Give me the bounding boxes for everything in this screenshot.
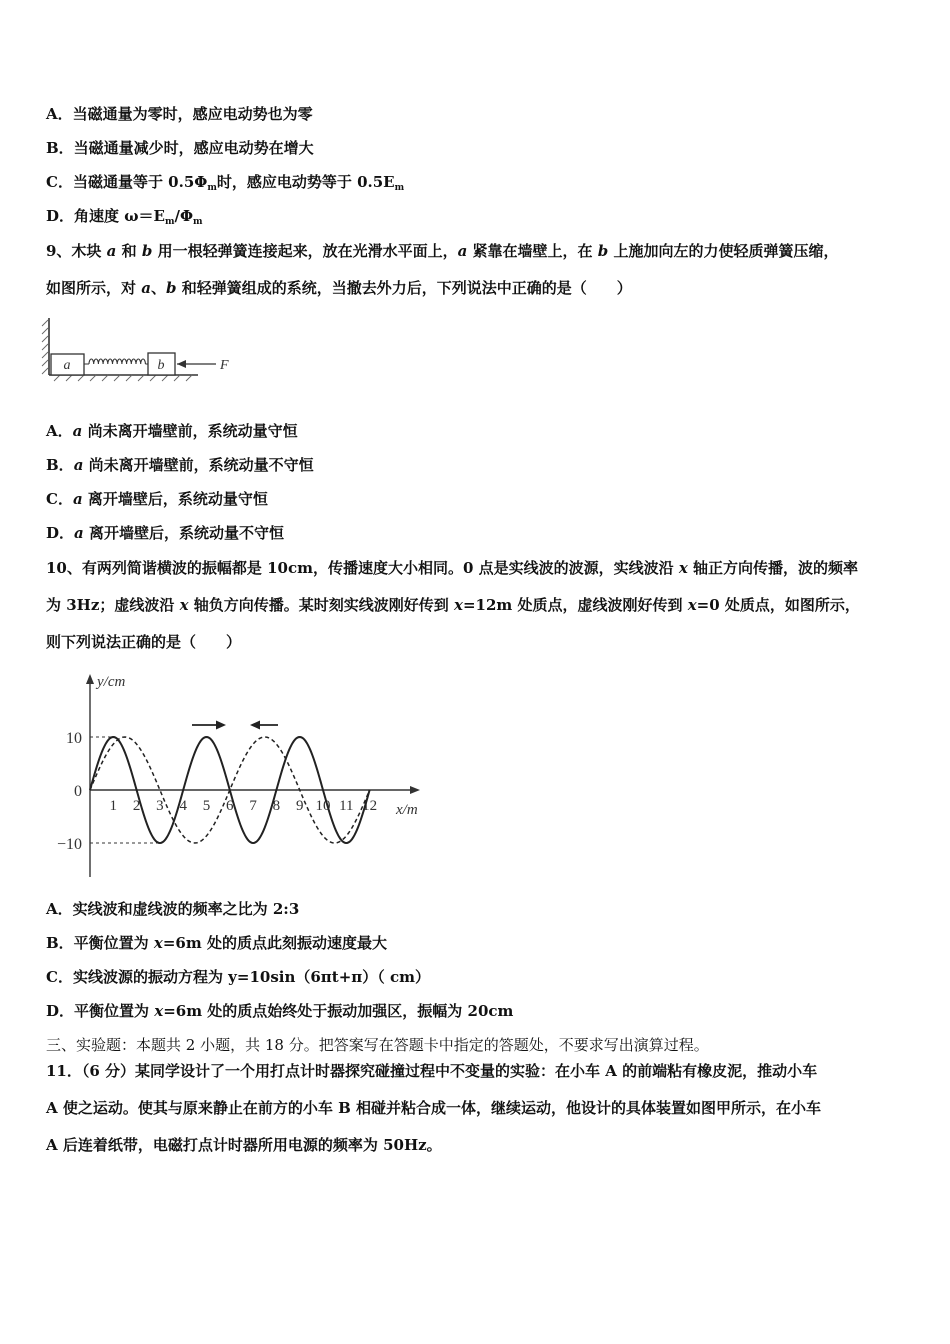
- q8-option-d-subscript: m: [164, 217, 175, 227]
- q9-text: 和轻弹簧组成的系统，当撤去外力后，下列说法中正确的是（ ）: [176, 279, 632, 297]
- q10-option-d-text: D．平衡位置为: [46, 1002, 155, 1020]
- q8-option-d-text2: /Φ: [174, 207, 194, 225]
- q10-var: x: [179, 596, 189, 614]
- x-tick-label: 10: [315, 798, 331, 814]
- force-arrowhead: [177, 360, 186, 368]
- wave-chart: [40, 662, 440, 884]
- x-tick-label: 11: [339, 798, 354, 814]
- section-3-text: 三、实验题：本题共 2 小题，共 18 分。把答案写在答题卡中指定的答题处，不要求写出演算过程。: [46, 1036, 709, 1054]
- y-tick-label: 10: [66, 730, 82, 747]
- q10-text: 则下列说法正确的是（ ）: [46, 633, 242, 651]
- q9-option-b: [46, 454, 314, 475]
- q11-text: A 使之运动。使其与原来静止在前方的小车 B 相碰并粘合成一体，继续运动，他设计的具体装置如图甲所示，在小车: [46, 1099, 821, 1117]
- q9-var: a: [141, 279, 151, 297]
- q10-text: 10、有两列简谐横波的振幅都是 10cm，传播速度大小相同。0 点是实线波的波源，实线波沿: [46, 559, 679, 577]
- q9-option-b-var: a: [73, 456, 84, 474]
- q9-text: 紧靠在墙壁上，在: [467, 242, 598, 260]
- q9-text: 上施加向左的力使轻质弹簧压缩，: [608, 242, 839, 260]
- q10-option-c-text: C．实线波源的振动方程为 y=10sin（6πt+π）（ cm）: [46, 968, 430, 986]
- block-a-label: a: [63, 358, 71, 373]
- q10-text: 为 3Hz；虚线波沿: [46, 596, 180, 614]
- q9-text: 如图所示，对: [46, 279, 142, 297]
- q10-option-a: [46, 898, 299, 919]
- q11-stem-line2: [46, 1097, 821, 1118]
- q10-text: =12m 处质点，虚线波刚好传到: [462, 596, 688, 614]
- q10-text: =0 处质点，如图所示，: [696, 596, 860, 614]
- q9-option-d-var: a: [74, 524, 84, 542]
- q9-var: a: [106, 242, 117, 260]
- q9-option-a: [46, 420, 298, 441]
- q10-text: 轴正方向传播，波的频率: [687, 559, 859, 577]
- q10-stem-line2: [46, 594, 860, 615]
- force-label: F: [220, 358, 229, 373]
- x-tick-label: 9: [295, 798, 304, 814]
- q8-option-d: [46, 205, 203, 227]
- solid-wave-direction-arrowhead: [216, 721, 226, 730]
- q9-option-a-text: A．: [46, 422, 73, 440]
- q10-option-b-var: x: [153, 934, 163, 952]
- q9-option-d: [46, 522, 284, 543]
- x-tick-label: 6: [226, 798, 234, 814]
- q10-option-d-text2: =6m 处的质点始终处于振动加强区，振幅为 20cm: [163, 1002, 514, 1020]
- x-tick-label: 7: [249, 798, 257, 814]
- q10-text: 轴负方向传播。某时刻实线波刚好传到: [188, 596, 454, 614]
- x-axis-arrowhead: [410, 786, 420, 794]
- x-tick-label: 4: [179, 798, 187, 814]
- q11-text: 11．（6 分）某同学设计了一个用打点计时器探究碰撞过程中不变量的实验：在小车 A 的前端粘有橡皮泥，推动小车: [46, 1062, 818, 1080]
- q8-option-a: [46, 103, 313, 124]
- q9-text: 、: [150, 279, 166, 297]
- q10-stem-line1: [46, 557, 858, 578]
- x-tick-label: 2: [132, 798, 141, 814]
- q9-stem-line1: [46, 240, 839, 261]
- y-tick-label: −10: [56, 836, 82, 853]
- q9-text: 和: [116, 242, 142, 260]
- spring-block-figure: [40, 312, 240, 384]
- q11-stem-line1: [46, 1060, 817, 1081]
- dashed-wave-direction-arrowhead: [250, 721, 260, 730]
- q9-option-c-var: a: [72, 490, 83, 508]
- q9-option-c-text: C．: [46, 490, 73, 508]
- q9-option-d-text: D．: [46, 524, 75, 542]
- q8-option-d-subscript2: m: [193, 217, 203, 227]
- floor-hatching: [54, 375, 192, 381]
- q8-option-b-text: B．当磁通量减少时，感应电动势在增大: [46, 139, 314, 157]
- q9-option-a-text2: 尚未离开墙壁前，系统动量守恒: [82, 422, 298, 440]
- q10-option-b-text2: =6m 处的质点此刻振动速度最大: [162, 934, 387, 952]
- q8-option-c-subscript2: m: [394, 183, 405, 193]
- q8-option-c-subscript: m: [207, 183, 217, 193]
- q10-stem-line3: [46, 631, 241, 652]
- wall-hatching: [42, 320, 48, 374]
- x-tick-label: 8: [272, 798, 281, 814]
- q9-option-c: [46, 488, 268, 509]
- q9-stem-line2: [46, 277, 632, 298]
- x-tick-label: 1: [109, 798, 118, 814]
- spring-coil: [84, 359, 148, 364]
- q10-var: x: [678, 559, 688, 577]
- block-b-label: b: [157, 358, 165, 373]
- q8-option-c-text2: 时，感应电动势等于 0.5E: [216, 173, 395, 191]
- q8-option-a-text: A．当磁通量为零时，感应电动势也为零: [46, 105, 313, 123]
- q9-option-a-var: a: [72, 422, 83, 440]
- q10-var: x: [453, 596, 463, 614]
- q9-var: a: [457, 242, 468, 260]
- q10-option-b-text: B．平衡位置为: [46, 934, 154, 952]
- q9-option-b-text: B．: [46, 456, 74, 474]
- q9-text: 用一根轻弹簧连接起来，放在光滑水平面上，: [152, 242, 458, 260]
- q9-option-b-text2: 尚未离开墙壁前，系统动量不守恒: [83, 456, 314, 474]
- x-tick-label: 5: [202, 798, 211, 814]
- y-tick-label: 0: [74, 783, 82, 800]
- y-axis-label: y/cm: [97, 674, 126, 690]
- q10-option-b: [46, 932, 387, 953]
- q9-var: b: [597, 242, 609, 260]
- q10-option-a-text: A．实线波和虚线波的频率之比为 2:3: [46, 900, 300, 918]
- y-axis-arrowhead: [86, 674, 94, 684]
- q8-option-c: [46, 171, 404, 193]
- x-tick-label: 3: [156, 798, 164, 814]
- q8-option-c-text: C．当磁通量等于 0.5Φ: [46, 173, 208, 191]
- q10-var: x: [687, 596, 697, 614]
- q8-option-b: [46, 137, 314, 158]
- x-axis-label: x/m: [396, 802, 418, 818]
- q10-option-c: [46, 966, 430, 987]
- q9-var: b: [165, 279, 177, 297]
- q9-text: 9、木块: [46, 242, 107, 260]
- x-tick-label: 12: [362, 798, 378, 814]
- section-3-heading: [46, 1034, 709, 1055]
- q9-var: b: [141, 242, 153, 260]
- q10-option-d: [46, 1000, 513, 1021]
- q9-option-d-text2: 离开墙壁后，系统动量不守恒: [83, 524, 284, 542]
- q10-option-d-var: x: [154, 1002, 164, 1020]
- q11-text: A 后连着纸带，电磁打点计时器所用电源的频率为 50Hz。: [46, 1136, 442, 1154]
- q8-option-d-text: D．角速度 ω＝E: [46, 207, 165, 225]
- q11-stem-line3: [46, 1134, 442, 1155]
- q9-option-c-text2: 离开墙壁后，系统动量守恒: [82, 490, 268, 508]
